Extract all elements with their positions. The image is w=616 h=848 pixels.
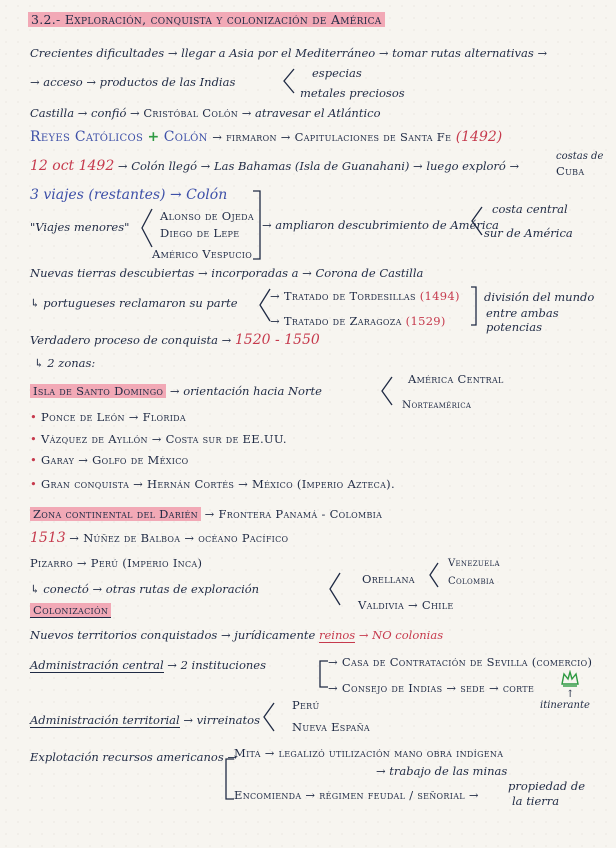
text-reinos: reinos: [318, 628, 356, 642]
brace-productos: [282, 68, 296, 94]
text-frontera: → Frontera Panamá - Colombia: [204, 507, 383, 521]
text-conecto: ↳ conectó → otras rutas de exploración: [30, 582, 260, 596]
text-nueva-espana: Nueva España: [292, 720, 370, 734]
page-title: [28, 13, 385, 27]
text-nuevos-territorios: Nuevos territorios conquistados → jurídicamente: [30, 628, 316, 642]
text-costas-de: costas de: [556, 151, 604, 162]
text-valdivia: Valdivia → Chile: [358, 598, 454, 612]
text-ampliaron: → ampliaron descubrimiento de América: [262, 218, 499, 232]
line-santo-domingo: [30, 384, 322, 398]
line-admin-central: [30, 658, 266, 672]
plus-icon: +: [147, 129, 160, 145]
text-vazquez: Vázquez de Ayllón → Costa sur de EE.UU.: [41, 432, 287, 446]
text-peru: Perú: [292, 698, 320, 712]
text-norteamerica: Norteamérica: [402, 399, 472, 411]
brace-virreinatos: [262, 702, 276, 732]
bracket-tratados: [470, 286, 478, 326]
line-admin-territorial: [30, 713, 260, 727]
text-vespucio: Américo Vespucio: [152, 247, 253, 261]
text-encomienda: Encomienda → régimen feudal / señorial →: [234, 788, 479, 802]
brace-costas: [470, 206, 484, 236]
page-title-text: 3.2.- Exploración, conquista y colonización de América: [28, 12, 385, 27]
text-la-tierra: la tierra: [512, 794, 560, 808]
text-itinerante: itinerante: [540, 700, 590, 711]
text-cortes: Gran conquista → Hernán Cortés → México (Imperio Azteca).: [41, 477, 395, 491]
line-nuevas-tierras: Nuevas tierras descubiertas → incorporadas a → Corona de Castilla: [30, 266, 424, 280]
text-trabajo-minas: → trabajo de las minas: [376, 764, 508, 778]
text-costa-central: costa central: [492, 202, 568, 216]
text-especias: especias: [312, 66, 362, 80]
line-darien: [30, 507, 382, 521]
text-1529: (1529): [405, 314, 446, 328]
text-zaragoza: → Tratado de Zaragoza: [270, 314, 402, 328]
text-1520-1550: 1520 - 1550: [234, 332, 320, 348]
text-venezuela: Venezuela: [448, 558, 500, 569]
arrow-up-icon: ↑: [566, 689, 575, 700]
brace-orellana: [428, 562, 440, 588]
text-division-mundo: división del mundo: [484, 290, 595, 304]
text-virreinatos: → virreinatos: [183, 713, 260, 727]
brace-exploracion: [328, 572, 342, 606]
text-sur-america: sur de América: [484, 226, 573, 240]
text-atlantico: → atravesar el Atlántico: [241, 106, 381, 120]
bullet-cortes: • Gran conquista → Hernán Cortés → México (Imperio Azteca).: [30, 477, 395, 491]
text-ojeda: Alonso de Ojeda: [160, 209, 254, 223]
line-2-zonas: ↳ 2 zonas:: [34, 356, 96, 370]
bullet-garay: • Garay → Golfo de México: [30, 453, 189, 467]
line-nuevos-territorios: [30, 628, 443, 642]
line-reyes-catolicos: [30, 130, 502, 144]
text-colon: Cristóbal Colón: [143, 106, 239, 120]
line-pizarro: Pizarro → Perú (Imperio Inca): [30, 556, 203, 570]
text-castilla: Castilla → confió →: [30, 106, 140, 120]
text-orellana: Orellana: [362, 572, 415, 586]
text-colombia: Colombia: [448, 576, 495, 587]
line-zaragoza: [270, 314, 446, 328]
text-1494: (1494): [419, 289, 460, 303]
text-reyes-catolicos: Reyes Católicos: [30, 129, 144, 145]
text-bahamas: → Colón llegó → Las Bahamas (Isla de Guanahani) → luego exploró →: [117, 159, 520, 173]
text-tordesillas: → Tratado de Tordesillas: [270, 289, 416, 303]
line-3-viajes: 3 viajes (restantes) → Colón: [30, 187, 228, 203]
text-santo-domingo: Isla de Santo Domingo: [30, 384, 166, 398]
text-america-central: América Central: [408, 372, 504, 386]
text-viajes-menores: "Viajes menores": [30, 220, 130, 234]
line-castilla: [30, 106, 381, 120]
text-ponce: Ponce de León → Florida: [41, 410, 186, 424]
text-balboa: → Núñez de Balboa → océano Pacífico: [69, 531, 289, 545]
text-2-instituciones: → 2 instituciones: [167, 658, 267, 672]
text-casa-contratacion: → Casa de Contratación de Sevilla (comercio): [328, 655, 593, 669]
brace-norte: [380, 376, 394, 406]
line-acceso: → acceso → productos de las Indias: [30, 75, 236, 89]
bullet-ponce: • Ponce de León → Florida: [30, 410, 186, 424]
crown-icon: [560, 670, 580, 688]
line-verdadero-proceso: [30, 333, 320, 347]
line-tordesillas: [270, 289, 460, 303]
text-1513: 1513: [30, 530, 66, 546]
text-orientacion-norte: → orientación hacia Norte: [169, 384, 322, 398]
text-consejo-indias: → Consejo de Indias → sede → corte: [328, 681, 535, 695]
text-colon-2: Colón: [163, 129, 208, 145]
text-mita: Mita → legalizó utilización mano obra indígena: [234, 746, 504, 760]
text-explotacion: Explotación recursos americanos →: [30, 750, 238, 764]
text-no-colonias: → NO colonias: [358, 628, 444, 642]
heading-colonizacion: [30, 603, 111, 617]
brace-viajes-menores: [140, 208, 154, 248]
text-1492: (1492): [455, 129, 503, 145]
text-admin-central: Administración central: [30, 658, 164, 672]
text-verdadero-proceso: Verdadero proceso de conquista →: [30, 333, 232, 347]
bullet-vazquez: • Vázquez de Ayllón → Costa sur de EE.UU.: [30, 432, 287, 446]
text-date-1492: 12 oct 1492: [30, 158, 115, 174]
text-capitulaciones: → firmaron → Capitulaciones de Santa Fe: [212, 130, 452, 144]
text-cuba: Cuba: [556, 164, 585, 178]
text-admin-territorial: Administración territorial: [30, 713, 180, 727]
text-garay: Garay → Golfo de México: [41, 453, 189, 467]
text-darien: Zona continental del Darién: [30, 507, 201, 521]
line-1513: [30, 531, 288, 545]
line-dificultades: Crecientes dificultades → llegar a Asia por el Mediterráneo → tomar rutas alternativas →: [30, 46, 548, 60]
text-metales: metales preciosos: [300, 86, 405, 100]
text-colonizacion: Colonización: [30, 603, 111, 618]
text-lepe: Diego de Lepe: [160, 226, 240, 240]
line-12-oct: [30, 159, 519, 173]
text-portugueses: ↳ portugueses reclamaron su parte: [30, 296, 238, 310]
text-propiedad: propiedad de: [508, 779, 586, 793]
text-entre-ambas: entre ambas: [486, 306, 559, 320]
text-potencias: potencias: [486, 320, 542, 334]
